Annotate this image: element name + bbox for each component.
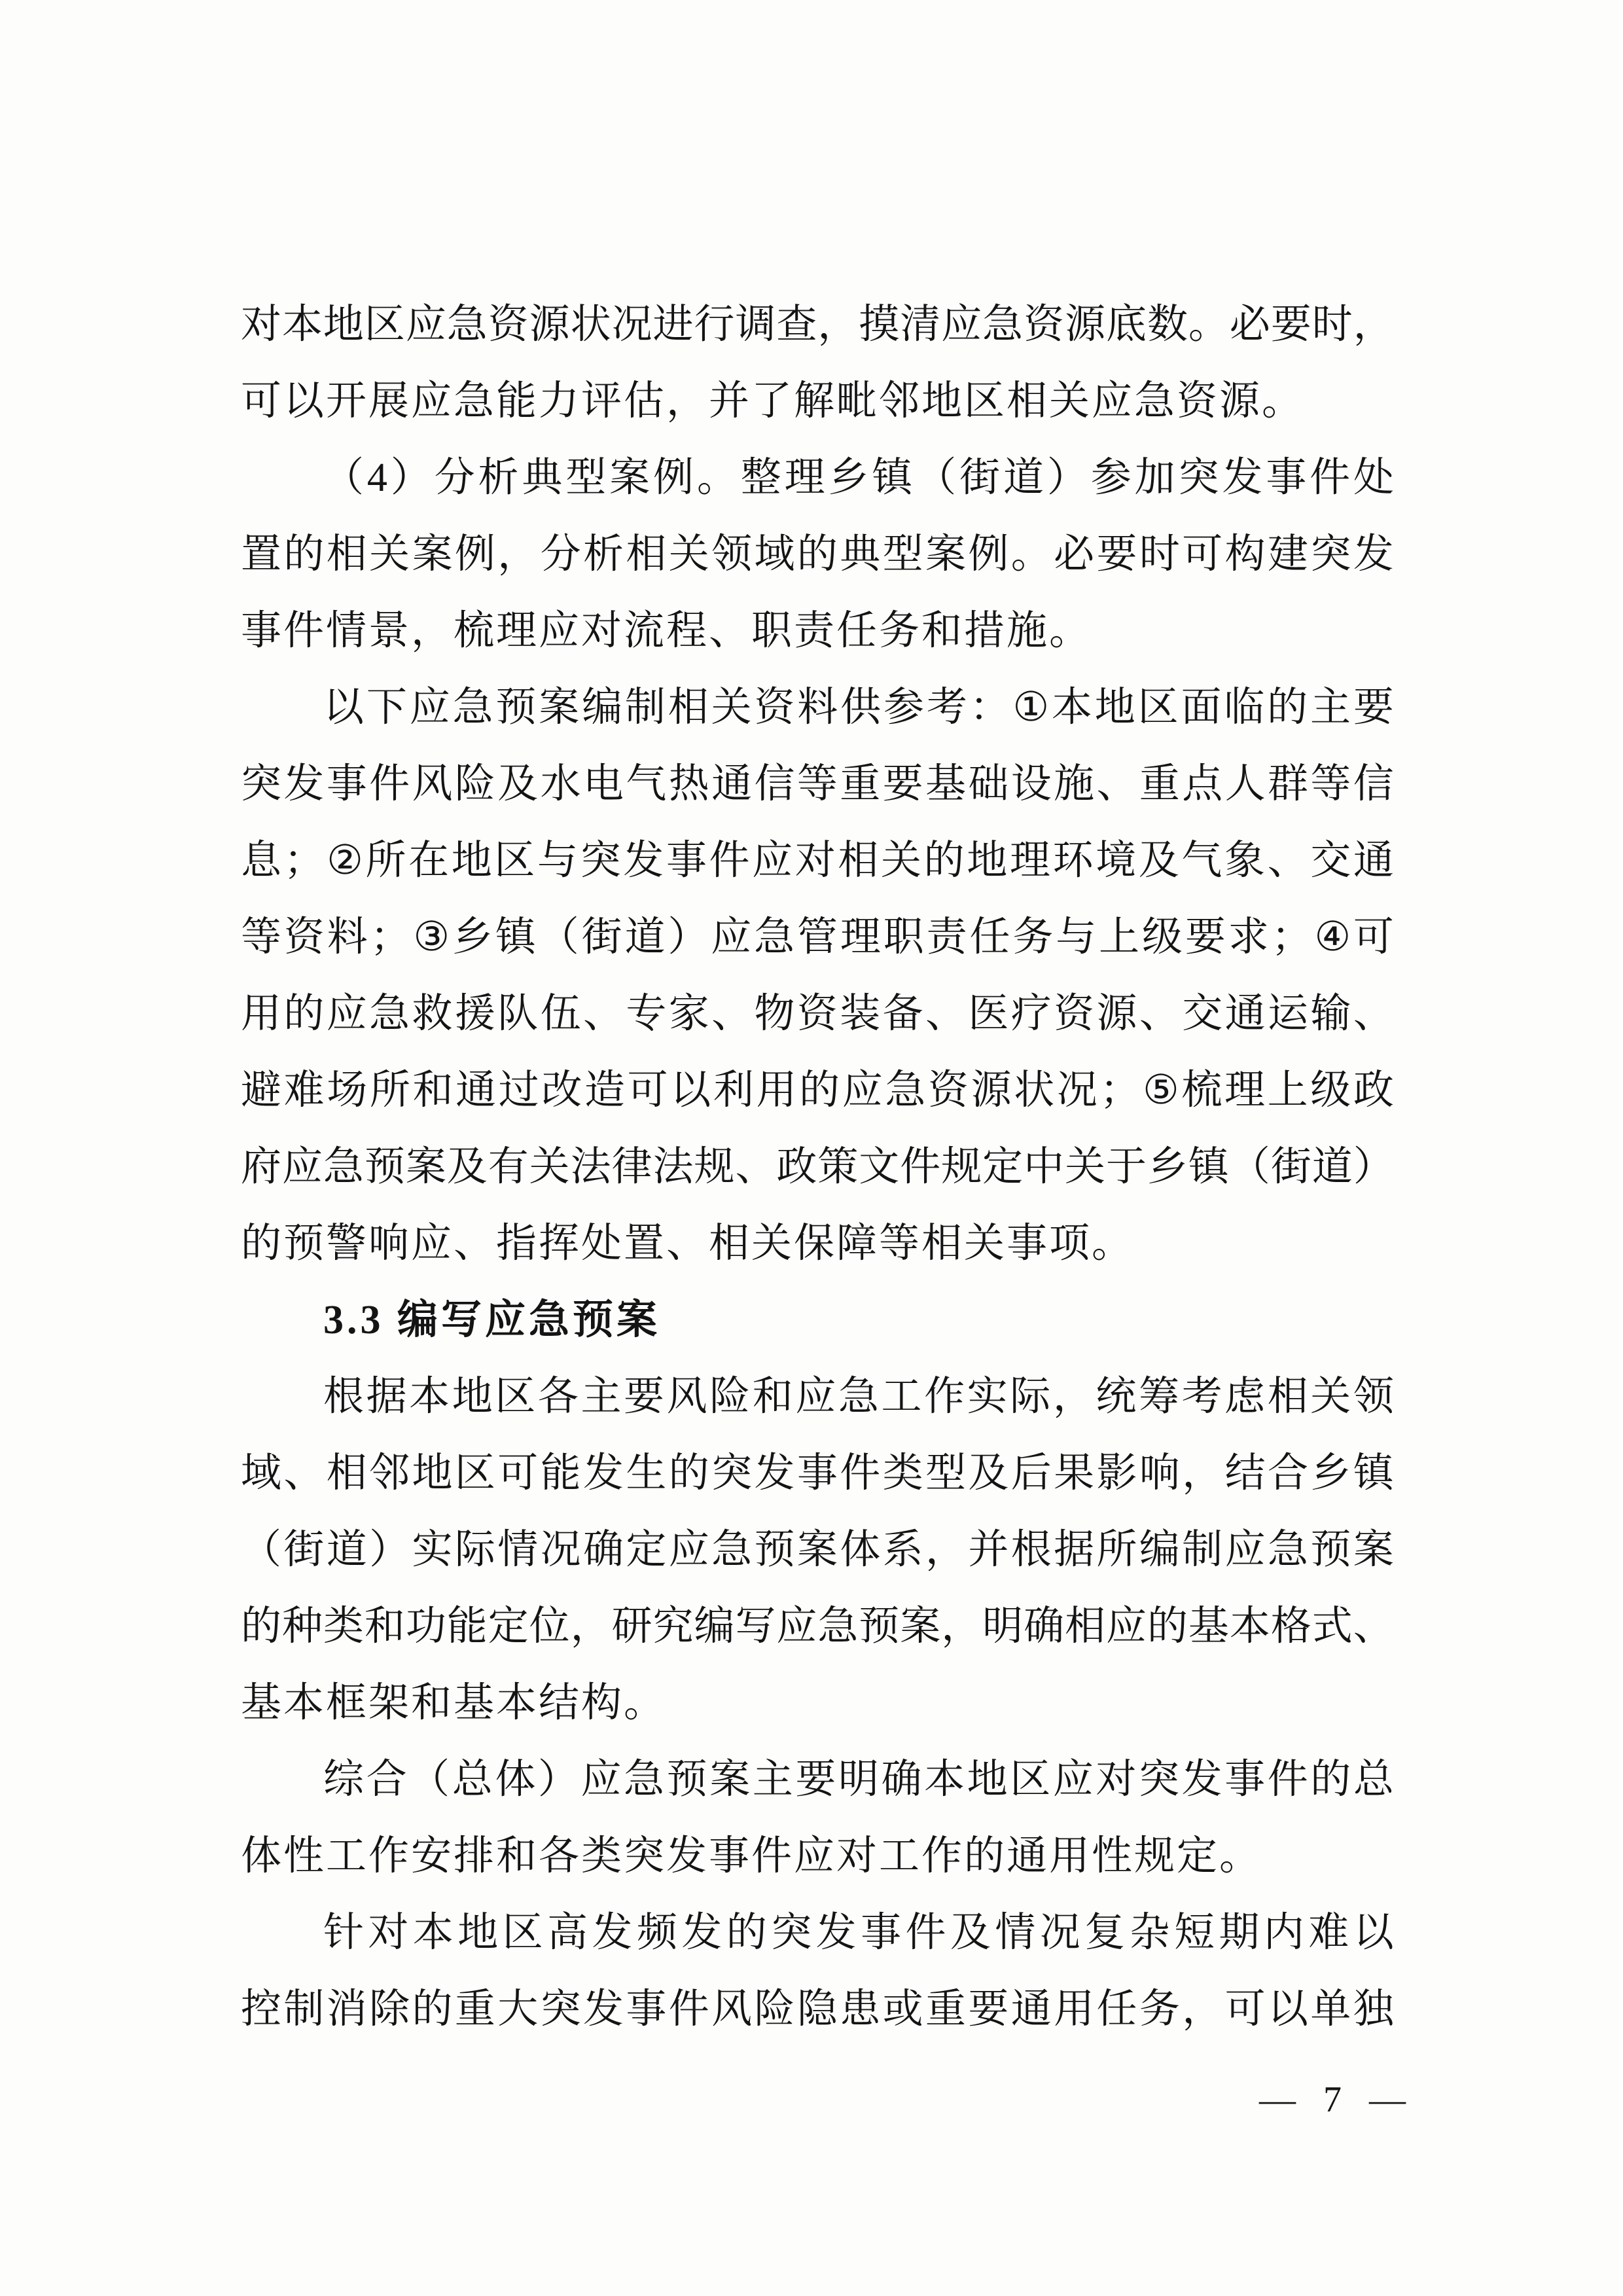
text-line: 域 、 相 邻 地 区 可 能 发 生 的 突 发 事 件 类 型 及 后 果 影 响 ， 结 合 乡 镇 xyxy=(241,1451,1394,1496)
text-line: 的预警响应、指挥处置、相关保障等相关事项。 xyxy=(241,1221,1135,1266)
text-line: （ 4 ） 分 析 典 型 案 例 。 整 理 乡 镇 （ 街 道 ） 参 加 突 发 事 件 处 xyxy=(323,456,1394,500)
text-line: 事件情景，梳理应对流程、职责任务和措施。 xyxy=(241,609,1092,653)
text-line: 突 发 事 件 风 险 及 水 电 气 热 通 信 等 重 要 基 础 设 施 、 重 点 人 群 等 信 xyxy=(241,762,1394,806)
text-line: 置 的 相 关 案 例 ， 分 析 相 关 领 域 的 典 型 案 例 。 必 要 时 可 构 建 突 发 xyxy=(241,532,1394,577)
text-line: 府 应 急 预 案 及 有 关 法 律 法 规 、 政 策 文 件 规 定 中 关 于 乡 镇 （ 街 道 ） xyxy=(241,1145,1394,1189)
text-line: 基本框架和基本结构。 xyxy=(241,1681,667,1725)
text-line: 以 下 应 急 预 案 编 制 相 关 资 料 供 参 考 ： ① 本 地 区 面 临 的 主 要 xyxy=(323,685,1394,730)
text-line: 息 ； ② 所 在 地 区 与 突 发 事 件 应 对 相 关 的 地 理 环 境 及 气 象 、 交 通 xyxy=(241,838,1394,883)
text-line: 体性工作安排和各类突发事件应对工作的通用性规定。 xyxy=(241,1834,1262,1878)
text-line: （ 街 道 ） 实 际 情 况 确 定 应 急 预 案 体 系 ， 并 根 据 所 编 制 应 急 预 案 xyxy=(241,1528,1394,1572)
text-line: 控 制 消 除 的 重 大 突 发 事 件 风 险 隐 患 或 重 要 通 用 任 务 ， 可 以 单 独 xyxy=(241,1987,1394,2032)
text-line: 等 资 料 ； ③ 乡 镇 （ 街 道 ） 应 急 管 理 职 责 任 务 与 上 级 要 求 ； ④ 可 xyxy=(241,915,1394,960)
text-line: 用 的 应 急 救 援 队 伍 、 专 家 、 物 资 装 备 、 医 疗 资 源 、 交 通 运 输 、 xyxy=(241,992,1394,1036)
text-line: 可以开展应急能力评估，并了解毗邻地区相关应急资源。 xyxy=(241,379,1305,423)
document-body xyxy=(241,287,1394,2048)
text-line: 对 本 地 区 应 急 资 源 状 况 进 行 调 查 ， 摸 清 应 急 资 源 底 数 。 必 要 时 ， xyxy=(241,302,1394,347)
text-line: 综 合 （ 总 体 ） 应 急 预 案 主 要 明 确 本 地 区 应 对 突 发 事 件 的 总 xyxy=(323,1757,1394,1802)
section-heading-3-3: 3.3 编写应急预案 xyxy=(323,1298,661,1342)
text-line: 针 对 本 地 区 高 发 频 发 的 突 发 事 件 及 情 况 复 杂 短 期 内 难 以 xyxy=(323,1910,1394,1955)
page-number: — 7 — xyxy=(1259,2079,1415,2120)
text-line: 根 据 本 地 区 各 主 要 风 险 和 应 急 工 作 实 际 ， 统 筹 考 虑 相 关 领 xyxy=(323,1374,1394,1419)
text-line: 避 难 场 所 和 通 过 改 造 可 以 利 用 的 应 急 资 源 状 况 ； ⑤ 梳 理 上 级 政 xyxy=(241,1068,1394,1113)
text-line: 的 种 类 和 功 能 定 位 ， 研 究 编 写 应 急 预 案 ， 明 确 相 应 的 基 本 格 式 、 xyxy=(241,1604,1394,1649)
